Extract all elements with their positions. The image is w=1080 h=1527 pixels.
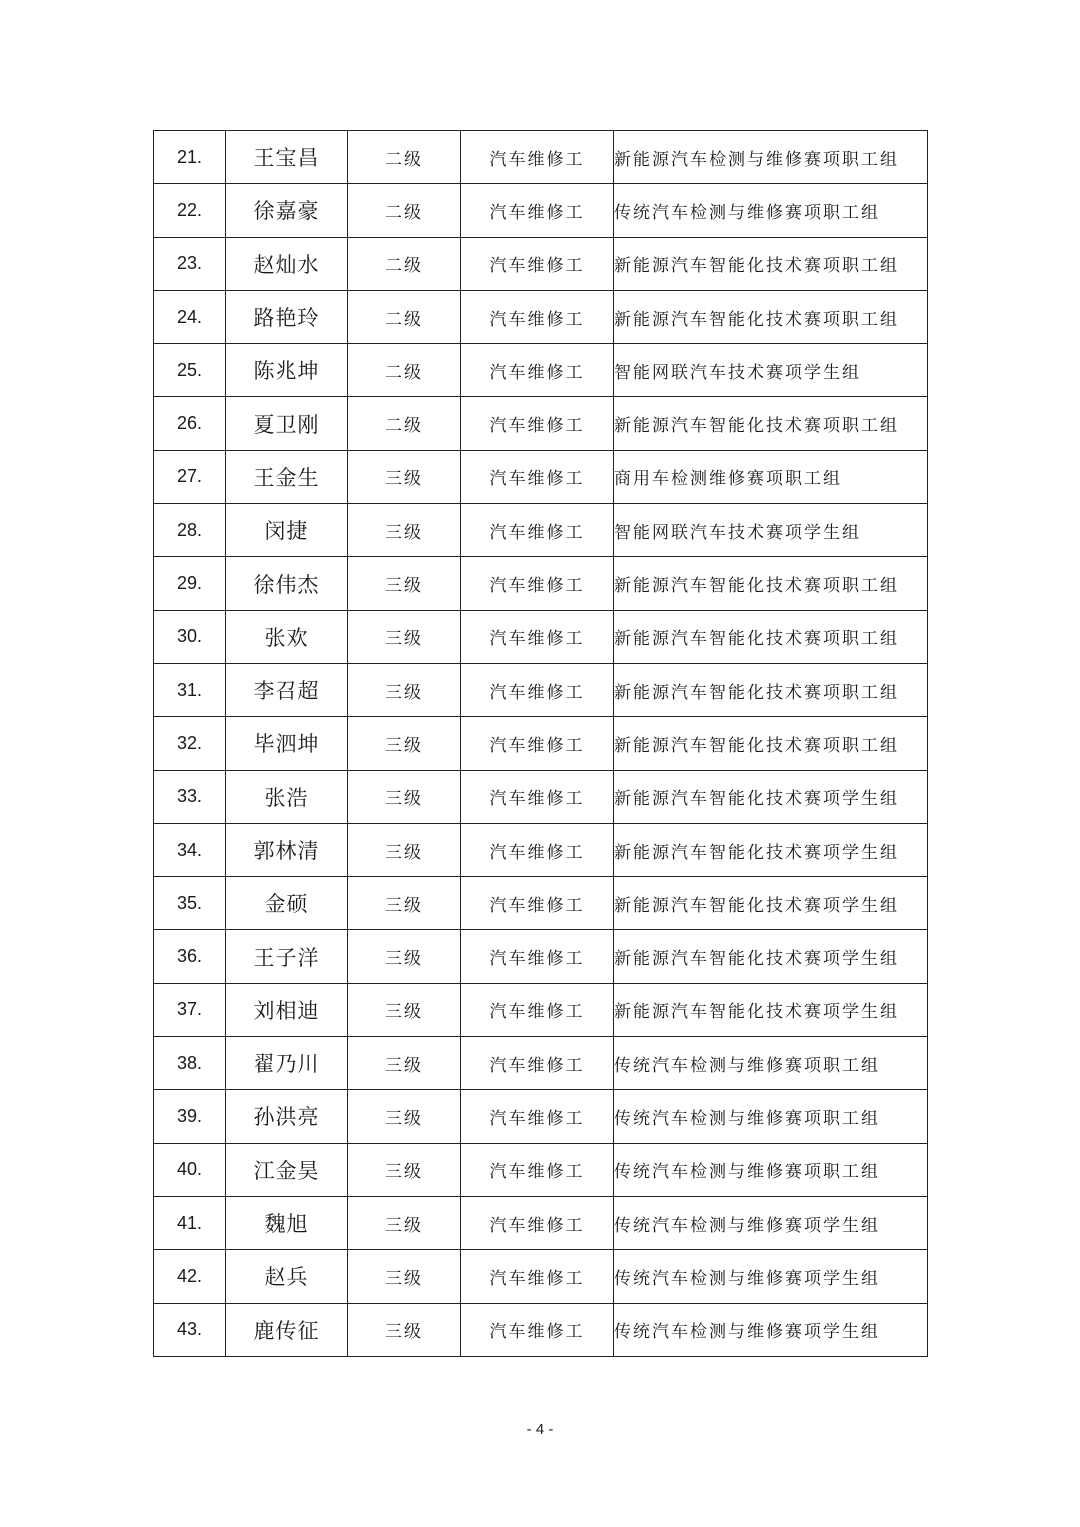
table-row — [154, 983, 928, 1036]
event-cell: 新能源汽车智能化技术赛项学生组 — [614, 770, 928, 823]
table-row — [154, 717, 928, 770]
occupation-cell: 汽车维修工 — [461, 1196, 614, 1249]
table-row — [154, 1090, 928, 1143]
level-cell: 三级 — [348, 610, 461, 663]
level-cell: 三级 — [348, 504, 461, 557]
event-cell: 智能网联汽车技术赛项学生组 — [614, 504, 928, 557]
level-cell: 三级 — [348, 557, 461, 610]
occupation-cell: 汽车维修工 — [461, 663, 614, 716]
name-cell: 王宝昌 — [226, 131, 348, 184]
occupation-cell: 汽车维修工 — [461, 1250, 614, 1303]
level-cell: 三级 — [348, 1303, 461, 1356]
level-cell: 三级 — [348, 1250, 461, 1303]
row-number-cell: 39. — [154, 1090, 226, 1143]
row-number-cell: 34. — [154, 823, 226, 876]
event-cell: 新能源汽车智能化技术赛项学生组 — [614, 877, 928, 930]
level-cell: 二级 — [348, 237, 461, 290]
event-cell: 传统汽车检测与维修赛项职工组 — [614, 1143, 928, 1196]
table-row — [154, 930, 928, 983]
event-cell: 新能源汽车智能化技术赛项职工组 — [614, 663, 928, 716]
level-cell: 二级 — [348, 397, 461, 450]
page-number: - 4 - — [526, 1421, 554, 1438]
occupation-cell: 汽车维修工 — [461, 397, 614, 450]
name-cell: 魏旭 — [226, 1196, 348, 1249]
level-cell: 三级 — [348, 1090, 461, 1143]
level-cell: 二级 — [348, 184, 461, 237]
name-cell: 毕泗坤 — [226, 717, 348, 770]
name-cell: 赵灿水 — [226, 237, 348, 290]
table-row — [154, 397, 928, 450]
name-cell: 张欢 — [226, 610, 348, 663]
name-cell: 李召超 — [226, 663, 348, 716]
level-cell: 三级 — [348, 1196, 461, 1249]
event-cell: 传统汽车检测与维修赛项学生组 — [614, 1250, 928, 1303]
occupation-cell: 汽车维修工 — [461, 237, 614, 290]
name-cell: 夏卫刚 — [226, 397, 348, 450]
event-cell: 传统汽车检测与维修赛项职工组 — [614, 1037, 928, 1090]
row-number-cell: 32. — [154, 717, 226, 770]
level-cell: 三级 — [348, 1143, 461, 1196]
name-cell: 赵兵 — [226, 1250, 348, 1303]
table-row — [154, 1303, 928, 1356]
level-cell: 三级 — [348, 823, 461, 876]
event-cell: 新能源汽车智能化技术赛项职工组 — [614, 557, 928, 610]
name-cell: 徐嘉豪 — [226, 184, 348, 237]
event-cell: 新能源汽车智能化技术赛项学生组 — [614, 930, 928, 983]
occupation-cell: 汽车维修工 — [461, 770, 614, 823]
row-number-cell: 33. — [154, 770, 226, 823]
level-cell: 三级 — [348, 930, 461, 983]
row-number-cell: 24. — [154, 290, 226, 343]
table-row — [154, 504, 928, 557]
name-cell: 陈兆坤 — [226, 344, 348, 397]
table-row — [154, 610, 928, 663]
event-cell: 新能源汽车智能化技术赛项职工组 — [614, 290, 928, 343]
level-cell: 三级 — [348, 877, 461, 930]
row-number-cell: 31. — [154, 663, 226, 716]
name-cell: 王金生 — [226, 450, 348, 503]
event-cell: 商用车检测维修赛项职工组 — [614, 450, 928, 503]
row-number-cell: 25. — [154, 344, 226, 397]
row-number-cell: 42. — [154, 1250, 226, 1303]
event-cell: 新能源汽车智能化技术赛项职工组 — [614, 610, 928, 663]
occupation-cell: 汽车维修工 — [461, 290, 614, 343]
row-number-cell: 30. — [154, 610, 226, 663]
table-row — [154, 1143, 928, 1196]
row-number-cell: 28. — [154, 504, 226, 557]
event-cell: 传统汽车检测与维修赛项学生组 — [614, 1196, 928, 1249]
name-cell: 张浩 — [226, 770, 348, 823]
roster-table — [153, 130, 928, 1357]
row-number-cell: 27. — [154, 450, 226, 503]
name-cell: 孙洪亮 — [226, 1090, 348, 1143]
row-number-cell: 26. — [154, 397, 226, 450]
table-row — [154, 1250, 928, 1303]
event-cell: 新能源汽车智能化技术赛项学生组 — [614, 983, 928, 1036]
event-cell: 新能源汽车智能化技术赛项学生组 — [614, 823, 928, 876]
roster-table-body — [154, 131, 928, 1357]
level-cell: 二级 — [348, 290, 461, 343]
occupation-cell: 汽车维修工 — [461, 1090, 614, 1143]
occupation-cell: 汽车维修工 — [461, 1037, 614, 1090]
name-cell: 江金昊 — [226, 1143, 348, 1196]
table-row — [154, 1037, 928, 1090]
row-number-cell: 43. — [154, 1303, 226, 1356]
occupation-cell: 汽车维修工 — [461, 610, 614, 663]
occupation-cell: 汽车维修工 — [461, 877, 614, 930]
table-row — [154, 663, 928, 716]
table-row — [154, 450, 928, 503]
table-row — [154, 1196, 928, 1249]
event-cell: 传统汽车检测与维修赛项职工组 — [614, 1090, 928, 1143]
level-cell: 二级 — [348, 131, 461, 184]
table-row — [154, 237, 928, 290]
row-number-cell: 23. — [154, 237, 226, 290]
occupation-cell: 汽车维修工 — [461, 717, 614, 770]
row-number-cell: 35. — [154, 877, 226, 930]
occupation-cell: 汽车维修工 — [461, 823, 614, 876]
name-cell: 金硕 — [226, 877, 348, 930]
name-cell: 闵捷 — [226, 504, 348, 557]
event-cell: 新能源汽车智能化技术赛项职工组 — [614, 397, 928, 450]
event-cell: 新能源汽车智能化技术赛项职工组 — [614, 237, 928, 290]
name-cell: 郭林清 — [226, 823, 348, 876]
row-number-cell: 36. — [154, 930, 226, 983]
table-row — [154, 877, 928, 930]
level-cell: 二级 — [348, 344, 461, 397]
event-cell: 新能源汽车检测与维修赛项职工组 — [614, 131, 928, 184]
name-cell: 刘相迪 — [226, 983, 348, 1036]
table-row — [154, 184, 928, 237]
level-cell: 三级 — [348, 1037, 461, 1090]
occupation-cell: 汽车维修工 — [461, 184, 614, 237]
level-cell: 三级 — [348, 770, 461, 823]
occupation-cell: 汽车维修工 — [461, 344, 614, 397]
name-cell: 鹿传征 — [226, 1303, 348, 1356]
name-cell: 翟乃川 — [226, 1037, 348, 1090]
level-cell: 三级 — [348, 663, 461, 716]
occupation-cell: 汽车维修工 — [461, 930, 614, 983]
occupation-cell: 汽车维修工 — [461, 1303, 614, 1356]
table-row — [154, 557, 928, 610]
row-number-cell: 29. — [154, 557, 226, 610]
row-number-cell: 37. — [154, 983, 226, 1036]
occupation-cell: 汽车维修工 — [461, 450, 614, 503]
event-cell: 新能源汽车智能化技术赛项职工组 — [614, 717, 928, 770]
occupation-cell: 汽车维修工 — [461, 983, 614, 1036]
name-cell: 徐伟杰 — [226, 557, 348, 610]
event-cell: 智能网联汽车技术赛项学生组 — [614, 344, 928, 397]
level-cell: 三级 — [348, 450, 461, 503]
level-cell: 三级 — [348, 983, 461, 1036]
row-number-cell: 22. — [154, 184, 226, 237]
row-number-cell: 41. — [154, 1196, 226, 1249]
table-row — [154, 290, 928, 343]
name-cell: 路艳玲 — [226, 290, 348, 343]
occupation-cell: 汽车维修工 — [461, 504, 614, 557]
row-number-cell: 40. — [154, 1143, 226, 1196]
table-row — [154, 823, 928, 876]
level-cell: 三级 — [348, 717, 461, 770]
row-number-cell: 38. — [154, 1037, 226, 1090]
name-cell: 王子洋 — [226, 930, 348, 983]
occupation-cell: 汽车维修工 — [461, 1143, 614, 1196]
table-row — [154, 344, 928, 397]
table-row — [154, 770, 928, 823]
row-number-cell: 21. — [154, 131, 226, 184]
occupation-cell: 汽车维修工 — [461, 557, 614, 610]
occupation-cell: 汽车维修工 — [461, 131, 614, 184]
event-cell: 传统汽车检测与维修赛项职工组 — [614, 184, 928, 237]
event-cell: 传统汽车检测与维修赛项学生组 — [614, 1303, 928, 1356]
table-row — [154, 131, 928, 184]
